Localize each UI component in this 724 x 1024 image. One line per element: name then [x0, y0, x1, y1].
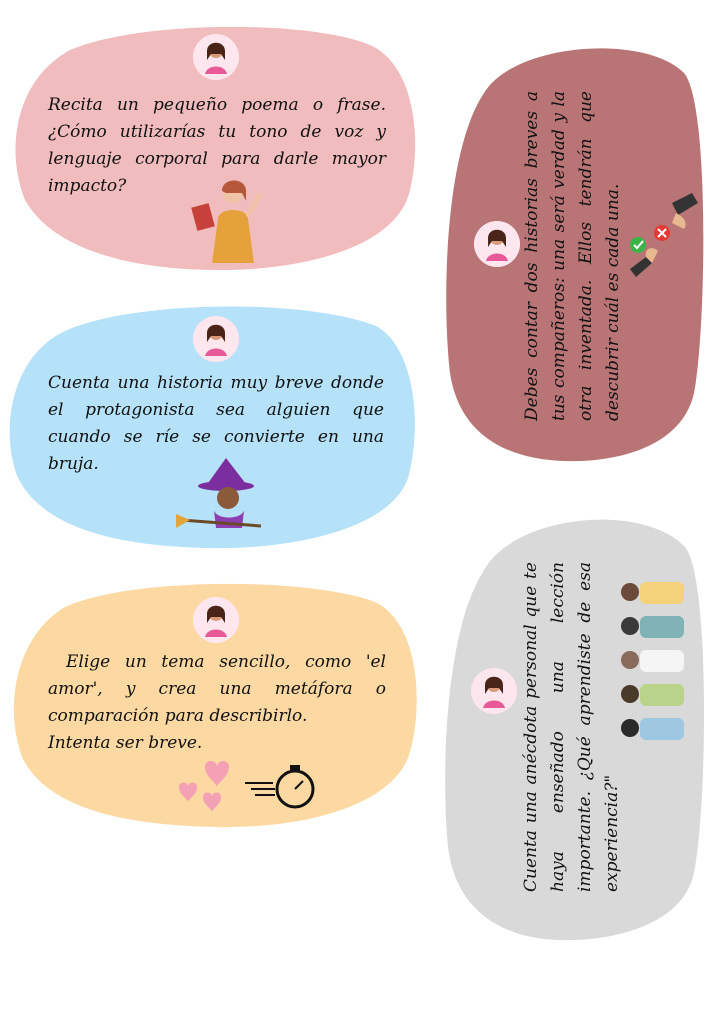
- group-of-people-icon: [618, 570, 690, 760]
- true-false-hands-icon: [622, 193, 702, 283]
- card-poem: [10, 20, 422, 272]
- card-metaphor: [10, 577, 422, 829]
- card-truth-lie: [444, 33, 710, 463]
- avatar-icon: [193, 316, 239, 362]
- avatar-icon: [193, 34, 239, 80]
- witch-on-broom-icon: [176, 458, 266, 538]
- hearts-and-stopwatch-icon: [175, 757, 325, 817]
- card-anecdote: [443, 502, 711, 942]
- card-witch-text: Cuenta una historia muy breve donde el protagonista sea alguien que cuando se ríe se convierte en una bruja.: [48, 373, 384, 474]
- card-anecdote-text: Cuenta una anécdota personal que te haya enseñado una lección importante. ¿Qué aprendiste de esa experiencia?": [521, 562, 622, 892]
- avatar-icon: [471, 668, 517, 714]
- avatar-icon: [474, 221, 520, 267]
- card-witch: [6, 298, 420, 550]
- avatar-icon: [193, 597, 239, 643]
- woman-reading-book-icon: [188, 175, 268, 265]
- card-poem-text: Recita un pequeño poema o frase. ¿Cómo utilizarías tu tono de voz y lenguaje corporal para darle mayor impacto?: [48, 95, 386, 196]
- card-truth-lie-text: Debes contar dos historias breves a tus compañeros: una será verdad y la otra inventada. Ellos tendrán que descubrir cuál es cada una.: [522, 91, 623, 421]
- card-metaphor-text: Elige un tema sencillo, como 'el amor', y crea una metáfora o comparación para describirlo.: [48, 652, 386, 726]
- card-metaphor-text-extra: Intenta ser breve.: [48, 733, 203, 753]
